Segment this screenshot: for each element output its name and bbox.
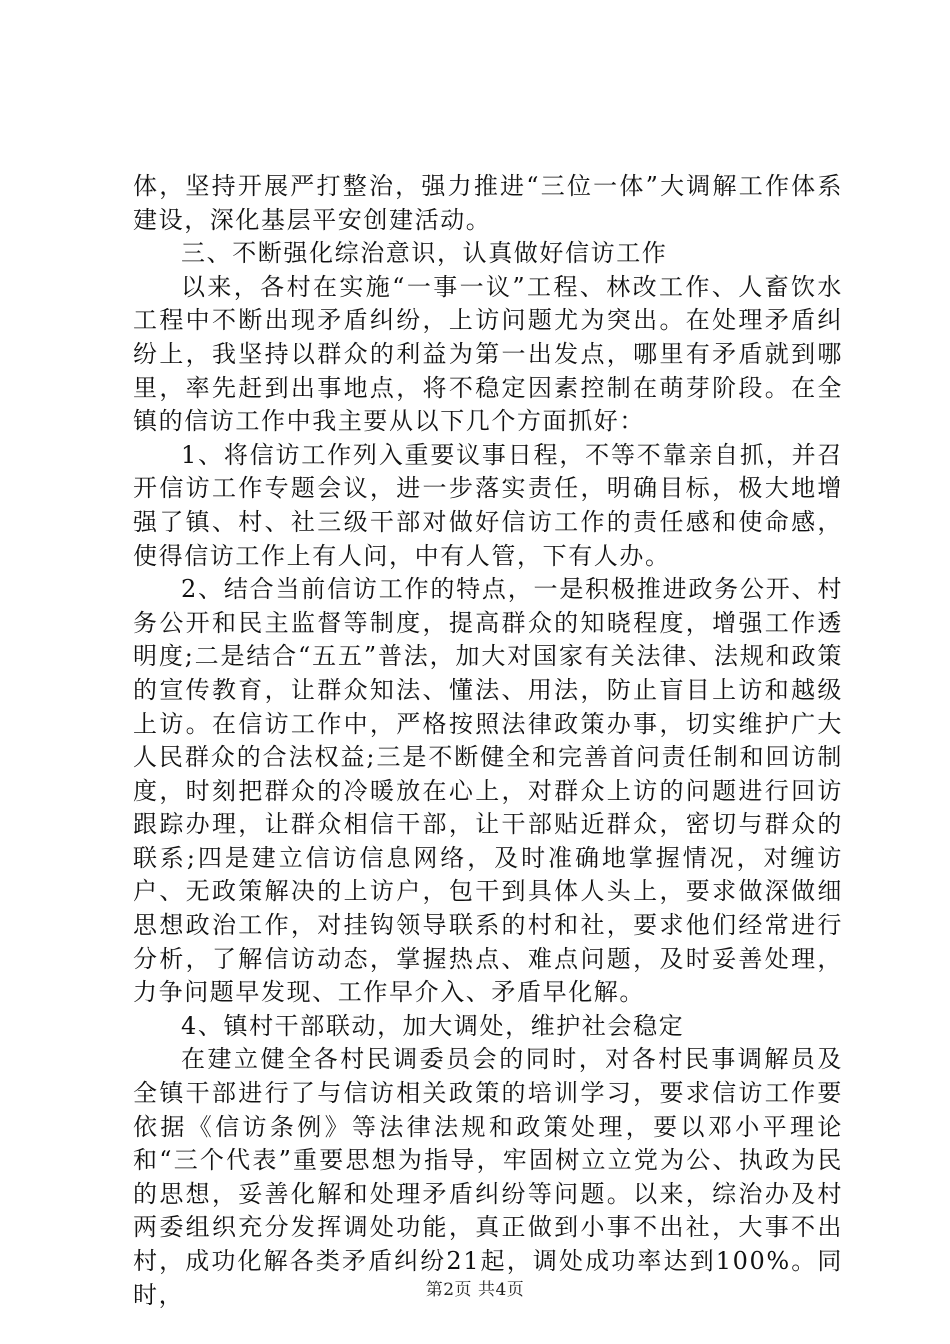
paragraph: 在建立健全各村民调委员会的同时，对各村民事调解员及全镇干部进行了与信访相关政策的培训学习，要求信访工作要依据《信访条例》等法律法规和政策处理，要以邓小平理论和“三个代表”重要思想为指导，牢固树立立党为公、执政为民的思想，妥善化解和处理矛盾纠纷等问题。以来，综治办及村两委组织充分发挥调处功能，真正做到小事不出社，大事不出村，成功化解各类矛盾纠纷21起，调处成功率达到100%。同时， xyxy=(133,1045,843,1309)
paragraph: 2、结合当前信访工作的特点，一是积极推进政务公开、村务公开和民主监督等制度，提高群众的知晓程度，增强工作透明度;二是结合“五五”普法，加大对国家有关法律、法规和政策的宣传教育，让群众知法、懂法、用法，防止盲目上访和越级上访。在信访工作中，严格按照法律政策办事，切实维护广大人民群众的合法权益;三是不断健全和完善首问责任制和回访制度，时刻把群众的冷暖放在心上，对群众上访的问题进行回访跟踪办理，让群众相信干部，让干部贴近群众，密切与群众的联系;四是建立信访信息网络，及时准确地掌握情况，对缠访户、无政策解决的上访户，包干到具体人头上，要求做深做细思想政治工作，对挂钩领导联系的村和社，要求他们经常进行分析，了解信访动态，掌握热点、难点问题，及时妥善处理，力争问题早发现、工作早介入、矛盾早化解。 xyxy=(133,575,843,1007)
paragraph: 以来，各村在实施“一事一议”工程、林改工作、人畜饮水工程中不断出现矛盾纠纷，上访问题尤为突出。在处理矛盾纠纷上，我坚持以群众的利益为第一出发点，哪里有矛盾就到哪里，率先赶到出事地点，将不稳定因素控制在萌芽阶段。在全镇的信访工作中我主要从以下几个方面抓好： xyxy=(133,272,843,436)
page-footer: 第2页 共4页 xyxy=(425,1280,525,1300)
subsection-heading: 4、镇村干部联动，加大调处，维护社会稳定 xyxy=(181,1011,685,1040)
paragraph: 1、将信访工作列入重要议事日程，不等不靠亲自抓，并召开信访工作专题会议，进一步落实责任，明确目标，极大地增强了镇、村、社三级干部对做好信访工作的责任感和使命感，使得信访工作上有人问，中有人管，下有人办。 xyxy=(133,440,843,570)
section-heading: 三、不断强化综治意识，认真做好信访工作 xyxy=(181,239,668,268)
paragraph-continuation: 体，坚持开展严打整治，强力推进“三位一体”大调解工作体系建设，深化基层平安创建活动。 xyxy=(133,172,843,234)
document-body xyxy=(133,170,843,1312)
